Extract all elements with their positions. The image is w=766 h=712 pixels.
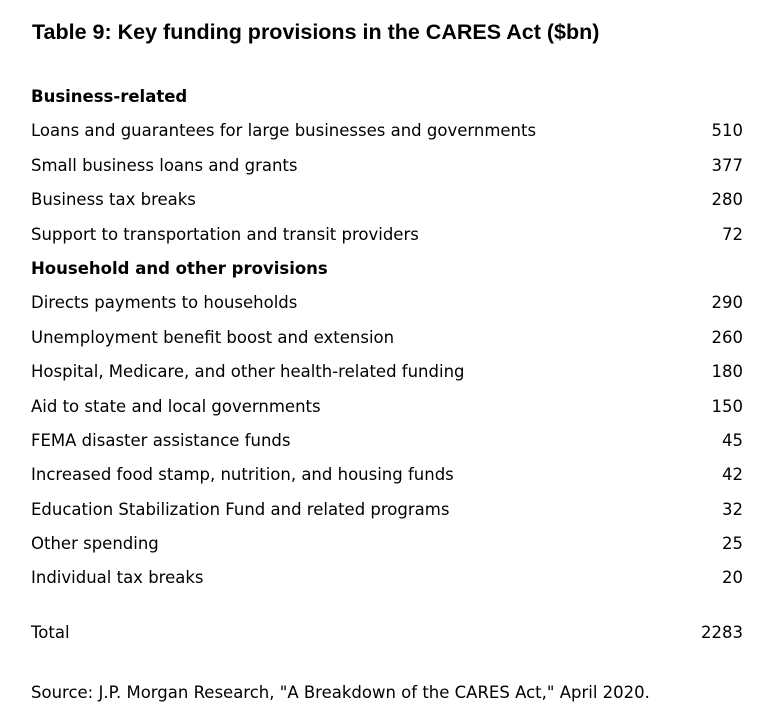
table-row <box>31 561 743 595</box>
row-label: Increased food stamp, nutrition, and housing funds <box>31 465 454 485</box>
total-value: 2283 <box>701 623 743 642</box>
total-row <box>31 616 743 650</box>
row-label: Support to transportation and transit providers <box>31 224 419 244</box>
row-value: 42 <box>722 465 743 485</box>
table-row <box>31 424 743 458</box>
table-row <box>31 218 743 252</box>
row-value: 150 <box>711 396 743 416</box>
row-value: 290 <box>711 293 743 313</box>
total-label: Total <box>31 623 70 642</box>
table-row <box>31 355 743 389</box>
table-row <box>31 114 743 148</box>
section-header-household <box>31 252 743 286</box>
row-label: Aid to state and local governments <box>31 396 321 416</box>
row-label: Other spending <box>31 534 159 554</box>
row-value: 20 <box>722 568 743 588</box>
row-value: 510 <box>711 121 743 141</box>
row-value: 72 <box>722 224 743 244</box>
table-row <box>31 286 743 320</box>
funding-table <box>31 80 743 596</box>
section-header-business <box>31 80 743 114</box>
table-row <box>31 183 743 217</box>
row-value: 180 <box>711 362 743 382</box>
row-label: FEMA disaster assistance funds <box>31 430 291 450</box>
table-row <box>31 493 743 527</box>
row-value: 377 <box>711 155 743 175</box>
row-label: Hospital, Medicare, and other health-related funding <box>31 362 465 382</box>
row-value: 260 <box>711 327 743 347</box>
section-header-label: Household and other provisions <box>31 258 328 278</box>
row-label: Business tax breaks <box>31 190 196 210</box>
row-label: Loans and guarantees for large businesses and governments <box>31 121 537 141</box>
row-value: 280 <box>711 190 743 210</box>
row-label: Individual tax breaks <box>31 568 204 588</box>
table-row <box>31 458 743 492</box>
row-value: 25 <box>722 534 743 554</box>
table-row <box>31 149 743 183</box>
row-label: Education Stabilization Fund and related programs <box>31 499 450 519</box>
row-label: Small business loans and grants <box>31 155 298 175</box>
section-header-label: Business-related <box>31 87 188 106</box>
row-label: Directs payments to households <box>31 293 298 313</box>
table-row <box>31 390 743 424</box>
row-value: 32 <box>722 499 743 519</box>
source-note: Source: J.P. Morgan Research, "A Breakdown of the CARES Act," April 2020. <box>31 683 650 702</box>
row-label: Unemployment benefit boost and extension <box>31 327 395 347</box>
table-title: Table 9: Key funding provisions in the CARES Act ($bn) <box>32 20 600 44</box>
table-row <box>31 321 743 355</box>
row-value: 45 <box>722 430 743 450</box>
table-row <box>31 527 743 561</box>
